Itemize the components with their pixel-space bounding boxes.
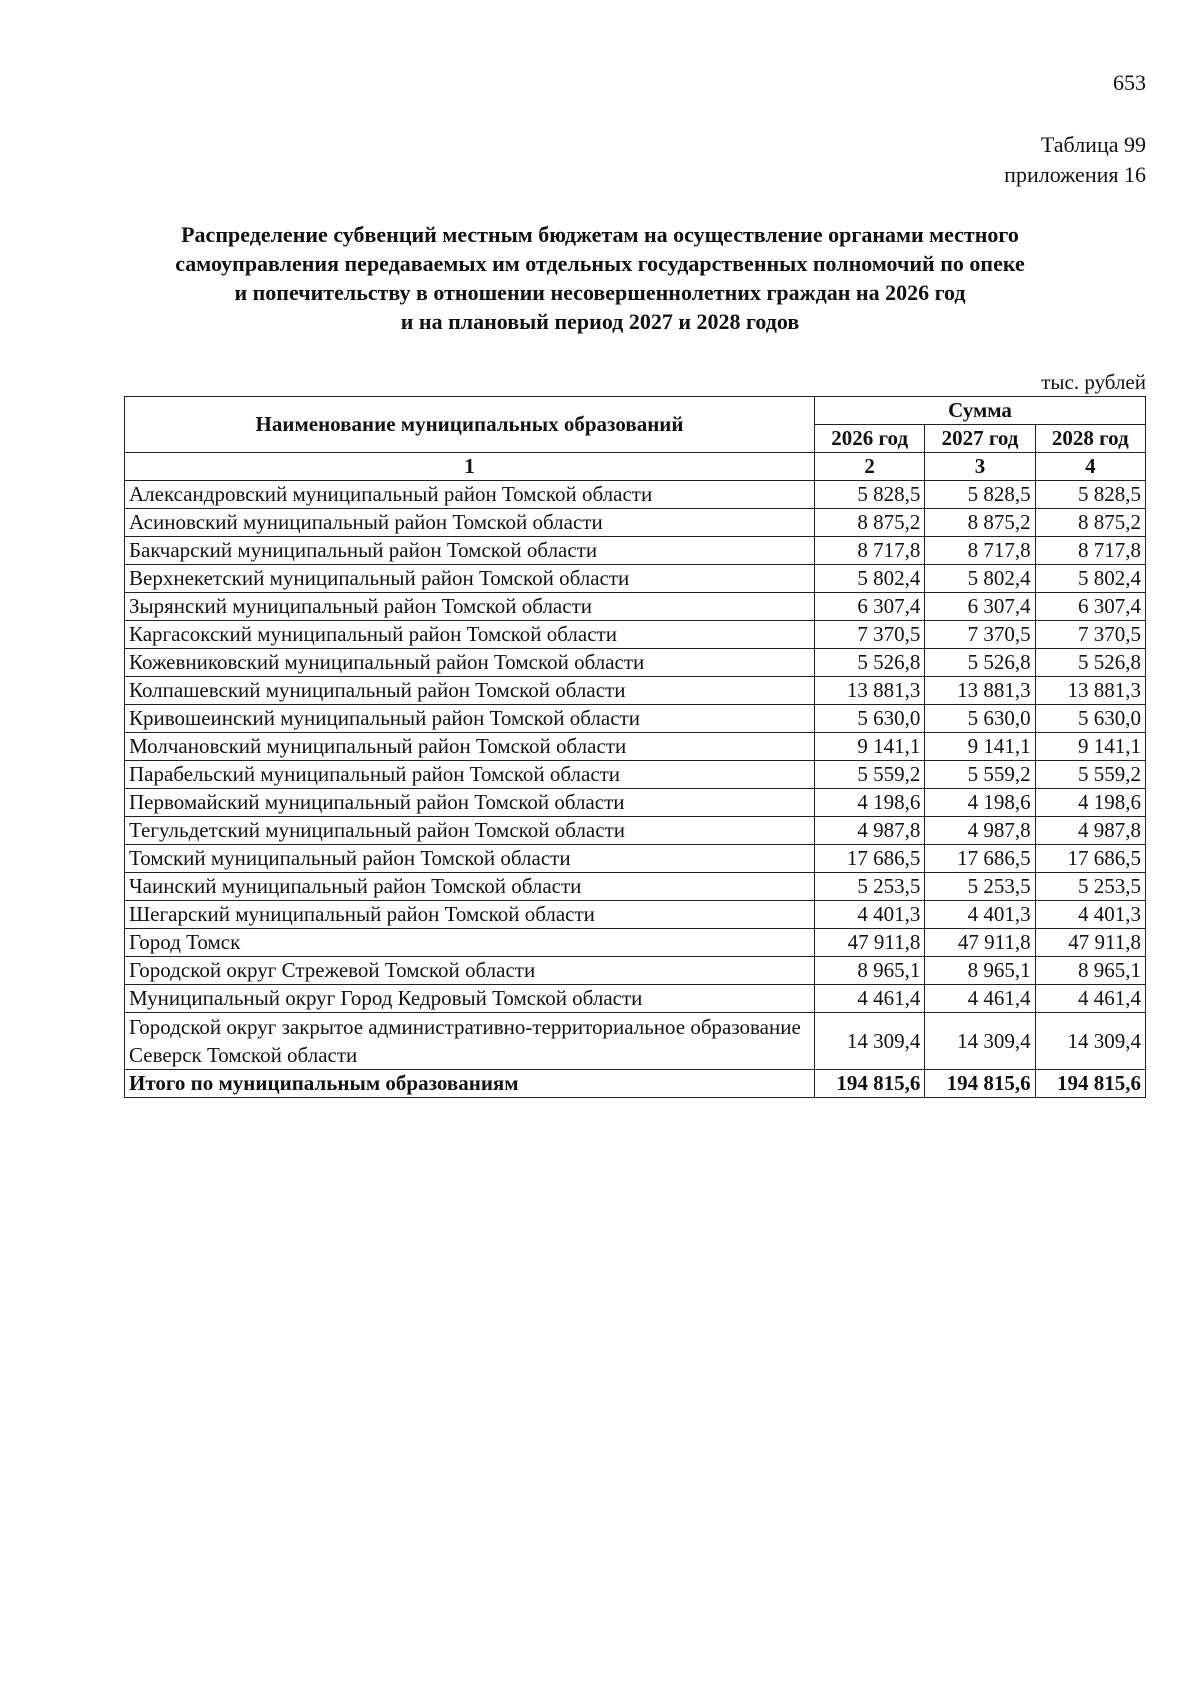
table-row bbox=[125, 677, 1146, 705]
column-number: 4 bbox=[1035, 453, 1145, 481]
municipality-name: Тегульдетский муниципальный район Томской области bbox=[125, 817, 815, 845]
value-2026: 47 911,8 bbox=[815, 929, 925, 957]
value-2026: 4 401,3 bbox=[815, 901, 925, 929]
value-2026: 5 559,2 bbox=[815, 761, 925, 789]
value-2027: 17 686,5 bbox=[925, 845, 1035, 873]
municipality-name: Колпашевский муниципальный район Томской области bbox=[125, 677, 815, 705]
value-2028: 4 401,3 bbox=[1035, 901, 1145, 929]
value-2028: 5 253,5 bbox=[1035, 873, 1145, 901]
value-2028: 7 370,5 bbox=[1035, 621, 1145, 649]
table-row bbox=[125, 705, 1146, 733]
table-row bbox=[125, 481, 1146, 509]
table-row bbox=[125, 509, 1146, 537]
value-2026: 8 875,2 bbox=[815, 509, 925, 537]
value-2026: 5 828,5 bbox=[815, 481, 925, 509]
value-2027: 6 307,4 bbox=[925, 593, 1035, 621]
table-reference bbox=[1004, 130, 1146, 190]
table-row bbox=[125, 873, 1146, 901]
municipality-name: Городской округ закрытое административно-территориальное образование Северск Томской области bbox=[125, 1013, 815, 1070]
value-2028: 13 881,3 bbox=[1035, 677, 1145, 705]
value-2026: 8 965,1 bbox=[815, 957, 925, 985]
value-2027: 7 370,5 bbox=[925, 621, 1035, 649]
total-value-2026: 194 815,6 bbox=[815, 1070, 925, 1098]
municipality-name: Кривошеинский муниципальный район Томской области bbox=[125, 705, 815, 733]
header-year-2028: 2028 год bbox=[1035, 425, 1145, 453]
header-name: Наименование муниципальных образований bbox=[125, 397, 815, 453]
table-row bbox=[125, 537, 1146, 565]
value-2027: 8 965,1 bbox=[925, 957, 1035, 985]
table-row bbox=[125, 845, 1146, 873]
table-row bbox=[125, 957, 1146, 985]
document-title bbox=[100, 220, 1100, 336]
municipality-name: Город Томск bbox=[125, 929, 815, 957]
municipality-name: Парабельский муниципальный район Томской области bbox=[125, 761, 815, 789]
title-line: самоуправления передаваемых им отдельных государственных полномочий по опеке bbox=[175, 251, 1025, 276]
value-2027: 4 198,6 bbox=[925, 789, 1035, 817]
municipality-name: Бакчарский муниципальный район Томской области bbox=[125, 537, 815, 565]
value-2027: 4 461,4 bbox=[925, 985, 1035, 1013]
value-2027: 14 309,4 bbox=[925, 1013, 1035, 1070]
table-row bbox=[125, 929, 1146, 957]
municipality-name: Молчановский муниципальный район Томской области bbox=[125, 733, 815, 761]
municipality-name: Чаинский муниципальный район Томской области bbox=[125, 873, 815, 901]
value-2028: 8 965,1 bbox=[1035, 957, 1145, 985]
total-row bbox=[125, 1070, 1146, 1098]
value-2026: 7 370,5 bbox=[815, 621, 925, 649]
value-2026: 4 461,4 bbox=[815, 985, 925, 1013]
value-2027: 5 828,5 bbox=[925, 481, 1035, 509]
value-2028: 8 717,8 bbox=[1035, 537, 1145, 565]
municipality-name: Первомайский муниципальный район Томской области bbox=[125, 789, 815, 817]
table-row bbox=[125, 1013, 1146, 1070]
page-number: 653 bbox=[1113, 70, 1146, 95]
value-2026: 14 309,4 bbox=[815, 1013, 925, 1070]
municipality-name: Верхнекетский муниципальный район Томской области bbox=[125, 565, 815, 593]
header-year-2026: 2026 год bbox=[815, 425, 925, 453]
column-number: 2 bbox=[815, 453, 925, 481]
table-row bbox=[125, 901, 1146, 929]
table-number: Таблица 99 bbox=[1040, 132, 1146, 157]
municipality-name: Муниципальный округ Город Кедровый Томской области bbox=[125, 985, 815, 1013]
value-2026: 4 987,8 bbox=[815, 817, 925, 845]
table-body bbox=[125, 481, 1146, 1070]
column-number: 3 bbox=[925, 453, 1035, 481]
value-2027: 9 141,1 bbox=[925, 733, 1035, 761]
value-2027: 47 911,8 bbox=[925, 929, 1035, 957]
title-line: и на плановый период 2027 и 2028 годов bbox=[400, 309, 800, 334]
value-2026: 9 141,1 bbox=[815, 733, 925, 761]
title-line: и попечительству в отношении несовершеннолетних граждан на 2026 год bbox=[234, 280, 966, 305]
municipality-name: Зырянский муниципальный район Томской области bbox=[125, 593, 815, 621]
value-2028: 6 307,4 bbox=[1035, 593, 1145, 621]
column-number: 1 bbox=[125, 453, 815, 481]
value-2027: 5 630,0 bbox=[925, 705, 1035, 733]
value-2028: 14 309,4 bbox=[1035, 1013, 1145, 1070]
value-2027: 5 559,2 bbox=[925, 761, 1035, 789]
value-2026: 5 802,4 bbox=[815, 565, 925, 593]
value-2028: 5 802,4 bbox=[1035, 565, 1145, 593]
value-2028: 5 630,0 bbox=[1035, 705, 1145, 733]
appendix-number: приложения 16 bbox=[1004, 162, 1146, 187]
table-row bbox=[125, 593, 1146, 621]
value-2027: 5 253,5 bbox=[925, 873, 1035, 901]
total-label: Итого по муниципальным образованиям bbox=[125, 1070, 815, 1098]
table-row bbox=[125, 985, 1146, 1013]
value-2027: 4 987,8 bbox=[925, 817, 1035, 845]
value-2026: 5 630,0 bbox=[815, 705, 925, 733]
subvention-table bbox=[124, 396, 1146, 1098]
municipality-name: Шегарский муниципальный район Томской области bbox=[125, 901, 815, 929]
table-row bbox=[125, 761, 1146, 789]
value-2028: 4 461,4 bbox=[1035, 985, 1145, 1013]
table-row bbox=[125, 621, 1146, 649]
value-2028: 17 686,5 bbox=[1035, 845, 1145, 873]
value-2027: 4 401,3 bbox=[925, 901, 1035, 929]
value-2028: 5 559,2 bbox=[1035, 761, 1145, 789]
municipality-name: Кожевниковский муниципальный район Томской области bbox=[125, 649, 815, 677]
total-value-2028: 194 815,6 bbox=[1035, 1070, 1145, 1098]
municipality-name: Асиновский муниципальный район Томской области bbox=[125, 509, 815, 537]
value-2026: 5 526,8 bbox=[815, 649, 925, 677]
header-year-2027: 2027 год bbox=[925, 425, 1035, 453]
value-2028: 4 987,8 bbox=[1035, 817, 1145, 845]
value-2028: 4 198,6 bbox=[1035, 789, 1145, 817]
value-2026: 6 307,4 bbox=[815, 593, 925, 621]
table-row bbox=[125, 649, 1146, 677]
municipality-name: Каргасокский муниципальный район Томской области bbox=[125, 621, 815, 649]
value-2028: 5 828,5 bbox=[1035, 481, 1145, 509]
value-2027: 13 881,3 bbox=[925, 677, 1035, 705]
table-row bbox=[125, 565, 1146, 593]
header-sum: Сумма bbox=[815, 397, 1146, 425]
value-2027: 8 717,8 bbox=[925, 537, 1035, 565]
value-2026: 17 686,5 bbox=[815, 845, 925, 873]
table-row bbox=[125, 733, 1146, 761]
table-row bbox=[125, 789, 1146, 817]
value-2026: 4 198,6 bbox=[815, 789, 925, 817]
value-2027: 5 802,4 bbox=[925, 565, 1035, 593]
table-row bbox=[125, 817, 1146, 845]
value-2026: 5 253,5 bbox=[815, 873, 925, 901]
total-value-2027: 194 815,6 bbox=[925, 1070, 1035, 1098]
value-2027: 5 526,8 bbox=[925, 649, 1035, 677]
units-label: тыс. рублей bbox=[1041, 370, 1146, 394]
value-2028: 47 911,8 bbox=[1035, 929, 1145, 957]
value-2028: 9 141,1 bbox=[1035, 733, 1145, 761]
value-2027: 8 875,2 bbox=[925, 509, 1035, 537]
value-2026: 13 881,3 bbox=[815, 677, 925, 705]
municipality-name: Томский муниципальный район Томской области bbox=[125, 845, 815, 873]
municipality-name: Городской округ Стрежевой Томской области bbox=[125, 957, 815, 985]
value-2026: 8 717,8 bbox=[815, 537, 925, 565]
municipality-name: Александровский муниципальный район Томской области bbox=[125, 481, 815, 509]
value-2028: 5 526,8 bbox=[1035, 649, 1145, 677]
title-line: Распределение субвенций местным бюджетам на осуществление органами местного bbox=[181, 222, 1019, 247]
value-2028: 8 875,2 bbox=[1035, 509, 1145, 537]
